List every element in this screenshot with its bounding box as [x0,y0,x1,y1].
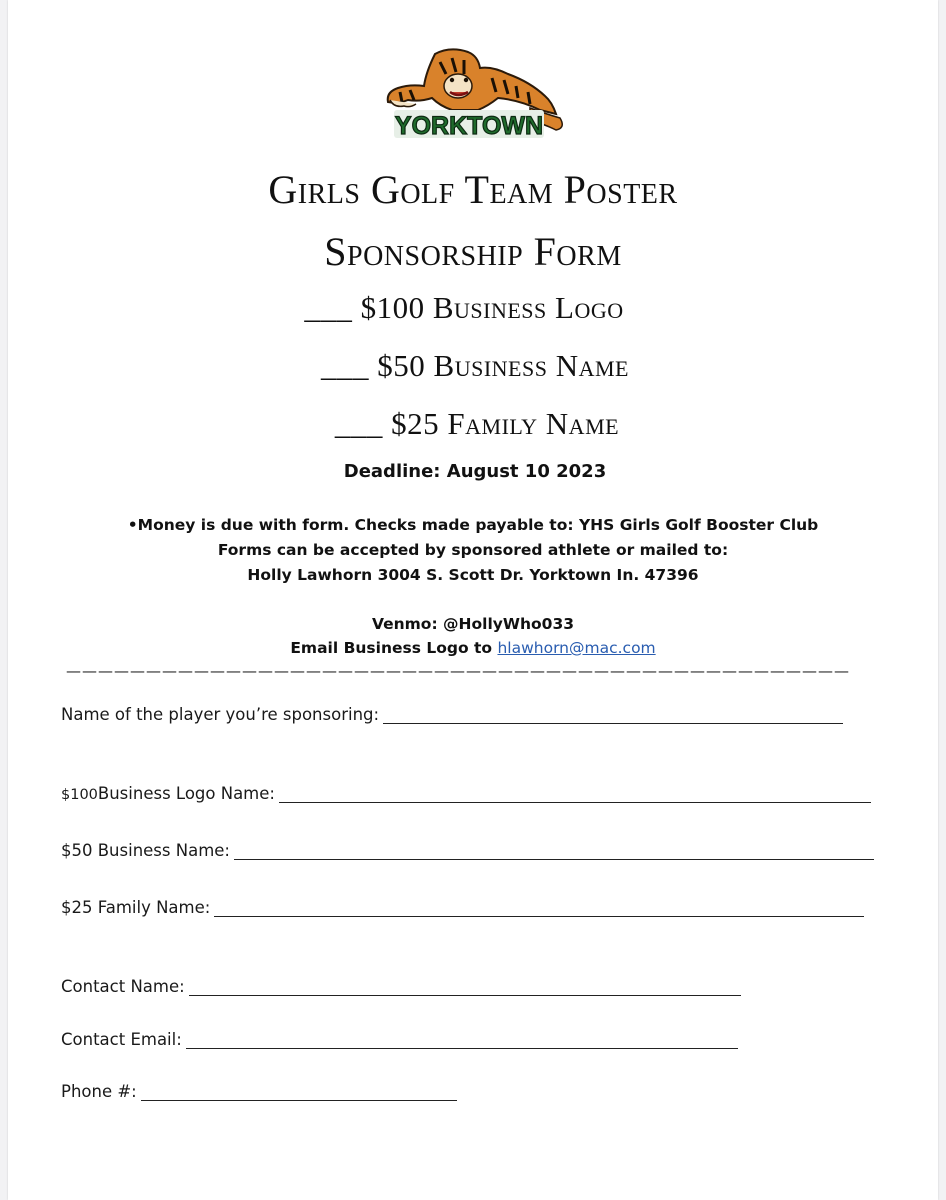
business-name-blank[interactable] [234,843,874,860]
option-family-name [4,406,946,442]
deadline-text: Deadline: August 10 2023 [343,461,607,482]
business-logo-name-field[interactable] [61,784,871,803]
family-name-field[interactable] [61,898,864,917]
business-logo-name-label: Business Logo Name: [97,784,275,803]
option-blank: ___ [321,348,370,383]
phone-field[interactable] [61,1082,457,1101]
option-blank: ___ [304,290,353,325]
contact-email-field[interactable] [61,1030,738,1049]
logo-wordmark: YORKTOWN [394,112,544,140]
business-name-label: $50 Business Name: [61,841,230,860]
contact-name-label: Contact Name: [61,977,185,996]
option-label: $50 Business Name [377,348,629,383]
email-prefix: Email Business Logo to [290,639,498,657]
business-name-field[interactable] [61,841,874,860]
player-name-label: Name of the player you’re sponsoring: [61,705,380,724]
email-logo-line [0,639,946,657]
logo-price-label: $100 [61,787,98,803]
email-link[interactable]: hlawhorn@mac.com [497,639,656,657]
form-title-line-1: Girls Golf Team Poster [268,167,678,212]
separator-line: ————————————————————————————————————————————————— [66,662,850,680]
player-name-field[interactable] [61,705,843,724]
option-label: $100 Business Logo [360,290,624,325]
contact-name-field[interactable] [61,977,741,996]
family-name-blank[interactable] [214,900,864,917]
player-name-blank[interactable] [383,707,843,724]
yorktown-tiger-logo [380,44,570,144]
venmo-handle: Venmo: @HollyWho033 [371,615,575,633]
contact-email-label: Contact Email: [61,1030,182,1049]
option-label: $25 Family Name [391,406,620,441]
option-business-logo [0,290,937,326]
option-blank: ___ [334,406,383,441]
contact-email-blank[interactable] [186,1032,738,1049]
contact-name-blank[interactable] [189,979,741,996]
phone-blank[interactable] [141,1084,457,1101]
family-name-label: $25 Family Name: [61,898,211,917]
mailing-address: Holly Lawhorn 3004 S. Scott Dr. Yorktown In. 47396 [247,566,699,584]
submission-info: Forms can be accepted by sponsored athlete or mailed to: [217,541,729,559]
phone-label: Phone #: [61,1082,137,1101]
business-logo-name-blank[interactable] [279,786,871,803]
option-business-name [2,348,946,384]
payment-info: •Money is due with form. Checks made payable to: YHS Girls Golf Booster Club [127,516,819,534]
form-title-line-2: Sponsorship Form [324,229,622,274]
